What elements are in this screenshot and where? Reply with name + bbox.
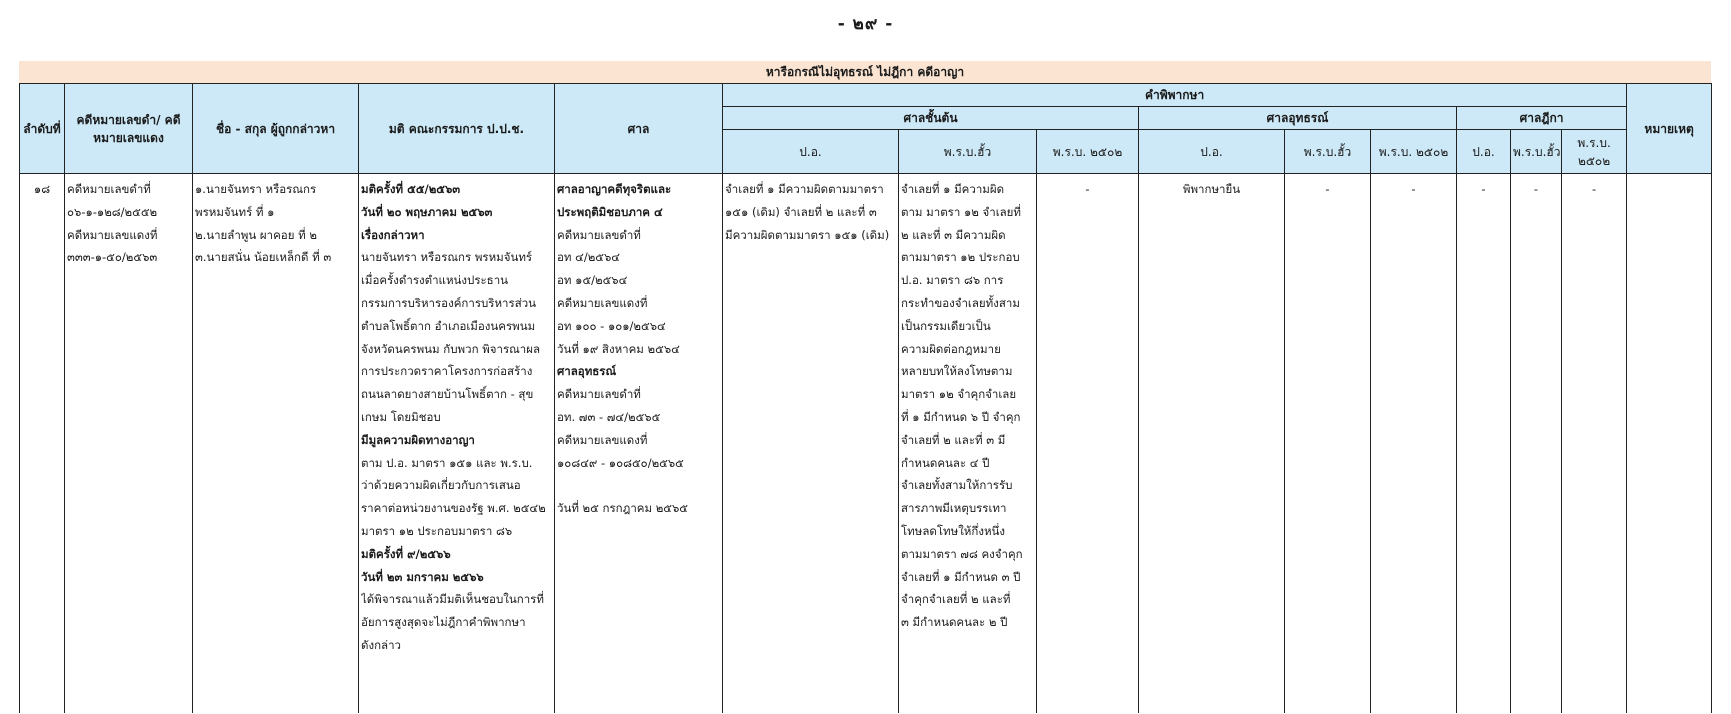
first-hua-line: จำคุกจำเลยที่ ๒ และที่ bbox=[901, 592, 1011, 607]
page-number: - ๒๙ - bbox=[837, 14, 894, 34]
first-po-line: จำเลยที่ ๑ มีความผิดตามมาตรา bbox=[725, 182, 884, 196]
header-court-first: ศาลชั้นต้น bbox=[723, 107, 1139, 130]
first-hua-line: จำเลยที่ ๑ มีกำหนด ๓ ปี bbox=[901, 569, 1021, 584]
case-table bbox=[19, 61, 1711, 713]
header-resolution: มติ คณะกรรมการ ป.ป.ช. bbox=[359, 84, 555, 174]
header-first-po: ป.อ. bbox=[723, 130, 899, 174]
table-row bbox=[20, 174, 1712, 714]
resolution-line: เรื่องกล่าวหา bbox=[361, 227, 425, 242]
resolution-line: จังหวัดนครพนม กับพวก พิจารณาผล bbox=[361, 341, 541, 356]
header-court-supreme: ศาลฎีกา bbox=[1457, 107, 1627, 130]
resolution-line: ได้พิจารณาแล้วมีมติเห็นชอบในการที่ bbox=[361, 592, 544, 607]
cell-court bbox=[555, 174, 723, 714]
court-line: อท ๑๕/๒๕๖๔ bbox=[557, 273, 628, 288]
header-remark: หมายเหตุ bbox=[1627, 84, 1712, 174]
resolution-line: วันที่ ๒๐ พฤษภาคม ๒๕๖๓ bbox=[361, 204, 493, 219]
first-po-line: มีความผิดตามมาตรา ๑๕๑ (เดิม) bbox=[725, 227, 890, 242]
cell-supreme-2502: - bbox=[1562, 174, 1627, 714]
header-supreme-po: ป.อ. bbox=[1457, 130, 1511, 174]
resolution-line: ราคาต่อหน่วยงานของรัฐ พ.ศ. ๒๕๔๒ bbox=[361, 501, 546, 516]
resolution-line: การประกวดราคาโครงการก่อสร้าง bbox=[361, 364, 533, 379]
first-hua-line: ความผิดต่อกฎหมาย bbox=[901, 341, 1001, 356]
first-hua-line: ๒ และที่ ๓ มีความผิด bbox=[901, 227, 1006, 242]
cell-appeal-po: พิพากษายืน bbox=[1139, 174, 1285, 714]
resolution-line: วันที่ ๒๓ มกราคม ๒๕๖๖ bbox=[361, 569, 484, 584]
court-line: ๑๐๘๔๙ - ๑๐๘๕๐/๒๕๖๕ bbox=[557, 455, 684, 470]
first-hua-line: มาตรา ๑๒ จำคุกจำเลย bbox=[901, 387, 1017, 402]
first-hua-line: กำหนดคนละ ๔ ปี bbox=[901, 455, 990, 470]
first-hua-line: ๓ มีกำหนดคนละ ๒ ปี bbox=[901, 615, 1008, 630]
court-line: ศาลอุทธรณ์ bbox=[557, 364, 617, 379]
cell-first-po bbox=[723, 174, 899, 714]
cell-no: ๑๘ bbox=[20, 174, 65, 714]
header-appeal-2502: พ.ร.บ. ๒๕๐๒ bbox=[1371, 130, 1457, 174]
header-supreme-hua: พ.ร.บ.ฮั้ว bbox=[1511, 130, 1562, 174]
resolution-line: เมื่อครั้งดำรงตำแหน่งประธาน bbox=[361, 273, 509, 288]
cell-first-hua bbox=[899, 174, 1037, 714]
resolution-line: กรรมการบริหารองค์การบริหารส่วน bbox=[361, 295, 537, 310]
first-hua-line: เป็นกรรมเดียวเป็น bbox=[901, 318, 991, 333]
header-first-hua: พ.ร.บ.ฮั้ว bbox=[899, 130, 1037, 174]
court-line: อท ๔/๒๕๖๔ bbox=[557, 250, 621, 265]
header-supreme-2502: พ.ร.บ. ๒๕๐๒ bbox=[1562, 130, 1627, 174]
resolution-line: นายจันทรา หรือรณกร พรหมจันทร์ bbox=[361, 250, 533, 265]
court-line: ประพฤติมิชอบภาค ๔ bbox=[557, 204, 663, 219]
first-hua-line: ป.อ. มาตรา ๘๖ การ bbox=[901, 273, 1004, 288]
resolution-line: มาตรา ๑๒ ประกอบมาตรา ๘๖ bbox=[361, 523, 513, 538]
header-no: ลำดับที่ bbox=[20, 84, 65, 174]
resolution-line: ตาม ป.อ. มาตรา ๑๕๑ และ พ.ร.บ. bbox=[361, 455, 533, 470]
resolution-line: มติครั้งที่ ๙/๒๕๖๖ bbox=[361, 546, 451, 561]
judgment-table bbox=[19, 83, 1712, 713]
accused-line: ๒.นายลำพูน ผาคอย ที่ ๒ bbox=[195, 227, 317, 242]
header-court: ศาล bbox=[555, 84, 723, 174]
court-line: คดีหมายเลขดำที่ bbox=[557, 227, 641, 242]
first-hua-line: โทษลดโทษให้กึ่งหนึ่ง bbox=[901, 523, 1006, 538]
resolution-line: ถนนลาดยางสายบ้านโพธิ์ตาก - สุข bbox=[361, 387, 534, 402]
case-no-line: ๓๓๓-๑-๕๐/๒๕๖๓ bbox=[67, 250, 158, 265]
header-appeal-po: ป.อ. bbox=[1139, 130, 1285, 174]
cell-remark bbox=[1627, 174, 1712, 714]
court-line: คดีหมายเลขแดงที่ bbox=[557, 295, 648, 310]
first-hua-line: สารภาพมีเหตุบรรเทา bbox=[901, 501, 1007, 516]
case-no-line: ๐๖-๑-๑๒๘/๒๕๕๒ bbox=[67, 204, 158, 219]
cell-supreme-hua: - bbox=[1511, 174, 1562, 714]
cell-appeal-hua: - bbox=[1285, 174, 1371, 714]
header-first-2502: พ.ร.บ. ๒๕๐๒ bbox=[1037, 130, 1139, 174]
first-hua-line: จำเลยที่ ๑ มีความผิด bbox=[901, 182, 1005, 196]
resolution-line: มติครั้งที่ ๕๕/๒๕๖๓ bbox=[361, 182, 461, 196]
accused-line: ๓.นายสนั่น น้อยเหล็กดี ที่ ๓ bbox=[195, 250, 332, 265]
court-line: ศาลอาญาคดีทุจริตและ bbox=[557, 182, 672, 196]
header-case-no: คดีหมายเลขดำ/ คดีหมายเลขแดง bbox=[65, 84, 193, 174]
court-line: อท ๑๐๐ - ๑๐๑/๒๕๖๔ bbox=[557, 318, 666, 333]
cell-resolution bbox=[359, 174, 555, 714]
court-line: อท. ๗๓ - ๗๔/๒๕๖๕ bbox=[557, 409, 661, 424]
resolution-line: ดังกล่าว bbox=[361, 637, 402, 652]
cell-case-no bbox=[65, 174, 193, 714]
court-line: วันที่ ๑๙ สิงหาคม ๒๕๖๔ bbox=[557, 341, 680, 356]
header-judgment: คำพิพากษา bbox=[723, 84, 1627, 107]
header-court-appeal: ศาลอุทธรณ์ bbox=[1139, 107, 1457, 130]
court-line: คดีหมายเลขแดงที่ bbox=[557, 432, 648, 447]
first-hua-line: จำเลยที่ ๒ และที่ ๓ มี bbox=[901, 432, 1006, 447]
resolution-line: ตำบลโพธิ์ตาก อำเภอเมืองนครพนม bbox=[361, 318, 536, 333]
court-line: คดีหมายเลขดำที่ bbox=[557, 387, 641, 402]
first-hua-line: หลายบทให้ลงโทษตาม bbox=[901, 364, 1013, 379]
first-hua-line: ตาม มาตรา ๑๒ จำเลยที่ bbox=[901, 204, 1021, 219]
accused-line: พรหมจันทร์ ที่ ๑ bbox=[195, 204, 275, 219]
cell-appeal-2502: - bbox=[1371, 174, 1457, 714]
first-hua-line: กระทำของจำเลยทั้งสาม bbox=[901, 295, 1020, 310]
first-hua-line: ที่ ๑ มีกำหนด ๖ ปี จำคุก bbox=[901, 409, 1021, 424]
cell-supreme-po: - bbox=[1457, 174, 1511, 714]
resolution-line: ว่าด้วยความผิดเกี่ยวกับการเสนอ bbox=[361, 478, 521, 493]
first-hua-line: จำเลยทั้งสามให้การรับ bbox=[901, 478, 1013, 493]
accused-line: ๑.นายจันทรา หรือรณกร bbox=[195, 182, 317, 196]
first-hua-line: ตามมาตรา ๑๒ ประกอบ bbox=[901, 250, 1020, 265]
first-hua-line: ตามมาตรา ๗๘ คงจำคุก bbox=[901, 546, 1023, 561]
table-title: หารือกรณีไม่อุทธรณ์ ไม่ฎีกา คดีอาญา bbox=[19, 61, 1711, 83]
case-no-line: คดีหมายเลขดำที่ bbox=[67, 182, 151, 196]
cell-accused bbox=[193, 174, 359, 714]
resolution-line: มีมูลความผิดทางอาญา bbox=[361, 432, 475, 447]
court-line bbox=[557, 474, 720, 497]
resolution-line: อัยการสูงสุดจะไม่ฎีกาคำพิพากษา bbox=[361, 615, 526, 630]
court-line: วันที่ ๒๕ กรกฎาคม ๒๕๖๕ bbox=[557, 501, 688, 516]
header-appeal-hua: พ.ร.บ.ฮั้ว bbox=[1285, 130, 1371, 174]
header-accused: ชื่อ - สกุล ผู้ถูกกล่าวหา bbox=[193, 84, 359, 174]
cell-first-2502: - bbox=[1037, 174, 1139, 714]
case-no-line: คดีหมายเลขแดงที่ bbox=[67, 227, 158, 242]
first-po-line: ๑๕๑ (เดิม) จำเลยที่ ๒ และที่ ๓ bbox=[725, 204, 877, 219]
resolution-line: เกษม โดยมิชอบ bbox=[361, 409, 441, 424]
